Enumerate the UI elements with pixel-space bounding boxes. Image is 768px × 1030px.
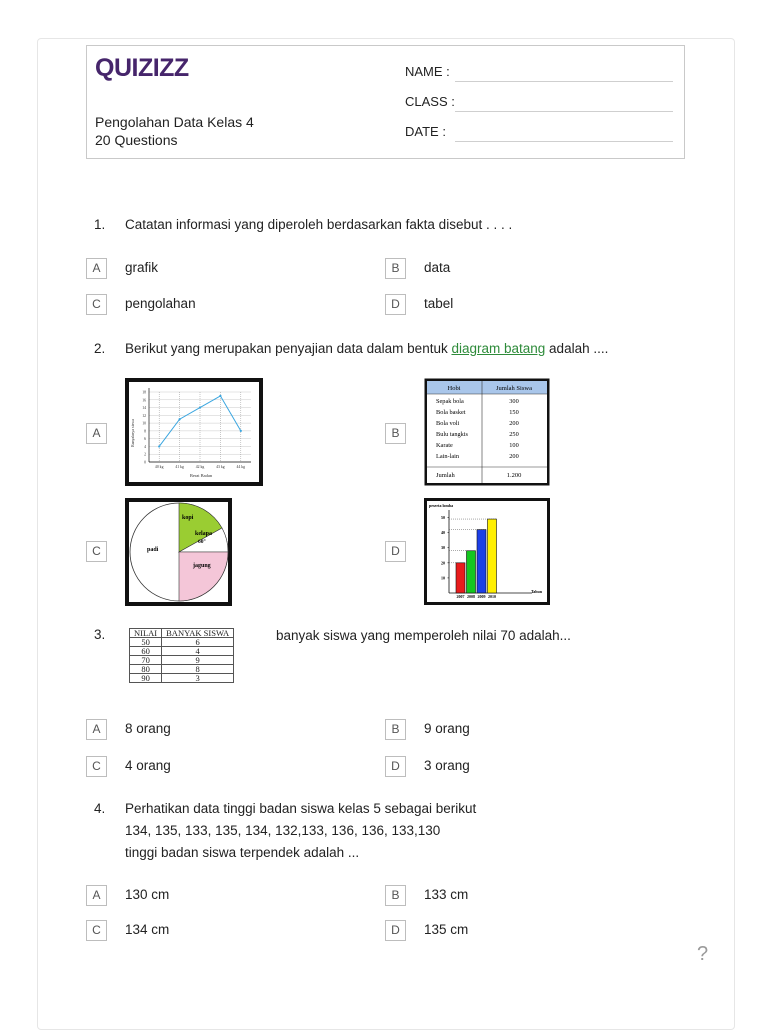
option-c-text: 134 cm <box>125 922 170 937</box>
quiz-title: Pengolahan Data Kelas 4 <box>95 114 254 130</box>
help-icon[interactable]: ? <box>697 943 709 965</box>
line-chart-x-tick: 41 kg <box>175 465 184 469</box>
pie-chart-image <box>125 498 232 606</box>
hobby-row-name: Karate <box>436 442 453 449</box>
line-chart-point <box>199 406 201 408</box>
bar-chart-xlabel: Tahun <box>531 589 542 594</box>
hobby-row-value: 200 <box>509 453 519 460</box>
bar-chart-bar <box>456 563 465 593</box>
question-number: 1. <box>94 217 106 232</box>
option-a-box[interactable]: A <box>86 258 107 279</box>
bar-chart-bar <box>488 519 497 593</box>
nilai-table-cell: 4 <box>162 647 234 656</box>
bar-chart-x-tick: 2008 <box>467 594 475 599</box>
option-a-box[interactable]: A <box>86 885 107 906</box>
question-text: Catatan informasi yang diperoleh berdasarkan fakta disebut . . . . <box>125 217 513 232</box>
hobby-row-value: 200 <box>509 420 519 427</box>
name-label: NAME : <box>405 64 450 79</box>
bar-chart-bar <box>477 530 486 593</box>
line-chart-y-tick: 0 <box>144 460 146 465</box>
option-a-text: 8 orang <box>125 721 171 736</box>
nilai-table-header: NILAI <box>130 629 162 638</box>
pie-label-kopi: kopi <box>182 515 194 521</box>
line-chart-y-tick: 6 <box>144 437 146 442</box>
bar-chart-y-tick: 40 <box>441 530 445 536</box>
line-chart-y-tick: 10 <box>142 421 146 426</box>
option-d-text: tabel <box>424 296 454 311</box>
line-chart-point <box>158 445 160 447</box>
line-chart-xlabel: Berat Badan <box>189 473 213 478</box>
option-b-box[interactable]: B <box>385 258 406 279</box>
question-text-line-3: tinggi badan siswa terpendek adalah ... <box>125 845 360 860</box>
line-chart-y-tick: 8 <box>144 429 146 434</box>
hobby-total-label: Jumlah <box>436 472 455 479</box>
class-label: CLASS : <box>405 94 455 109</box>
nilai-table-cell: 6 <box>162 638 234 647</box>
hobby-total-value: 1.200 <box>506 472 522 479</box>
question-text-line-1: Perhatikan data tinggi badan siswa kelas 5 sebagai berikut <box>125 801 477 816</box>
line-chart-x-tick: 42 kg <box>195 465 205 469</box>
line-chart-point <box>179 418 181 420</box>
line-chart-x-tick: 44 kg <box>236 465 246 469</box>
hobby-row-value: 250 <box>509 431 519 438</box>
question-count: 20 Questions <box>95 132 178 148</box>
line-chart-y-tick: 18 <box>142 390 146 395</box>
bar-chart-x-tick: 2009 <box>477 594 486 599</box>
option-d-box[interactable]: D <box>385 294 406 315</box>
nilai-table-cell: 90 <box>130 674 162 683</box>
bar-chart-title: peserta lomba <box>429 503 454 508</box>
nilai-table-header: BANYAK SISWA <box>162 629 234 638</box>
option-c-box[interactable]: C <box>86 920 107 941</box>
bar-chart-y-tick: 30 <box>441 545 445 551</box>
line-chart-y-tick: 2 <box>144 452 146 457</box>
question-number: 2. <box>94 341 106 356</box>
option-d-box[interactable]: D <box>385 756 406 777</box>
option-d-text: 135 cm <box>424 922 469 937</box>
date-label: DATE : <box>405 124 446 139</box>
hobby-row-name: Bola voli <box>436 420 460 427</box>
hobby-row-value: 150 <box>509 409 519 416</box>
hobby-header-hobi: Hobi <box>447 385 461 392</box>
line-chart-x-tick: 43 kg <box>216 465 225 469</box>
option-a-box[interactable]: A <box>86 423 107 444</box>
question-text: banyak siswa yang memperoleh nilai 70 adalah... <box>276 628 571 643</box>
option-c-text: 4 orang <box>125 758 171 773</box>
line-chart-x-tick: 40 kg <box>154 465 164 469</box>
bar-chart-x-tick: 2010 <box>488 594 496 599</box>
question-number: 3. <box>94 627 106 642</box>
line-chart-y-tick: 16 <box>142 398 146 403</box>
nilai-table-cell: 70 <box>130 656 162 665</box>
option-b-text: data <box>424 260 451 275</box>
nilai-table-cell: 9 <box>162 656 234 665</box>
bar-chart-y-tick: 10 <box>441 575 445 581</box>
nilai-table-row <box>130 674 234 683</box>
line-chart-image <box>125 378 263 486</box>
option-a-text: grafik <box>125 260 159 275</box>
pie-label-kelapa: kelapa <box>195 531 213 537</box>
option-c-box[interactable]: C <box>86 541 107 562</box>
option-d-box[interactable]: D <box>385 920 406 941</box>
pie-label-jagung: jagung <box>193 563 211 569</box>
bar-chart-y-tick: 20 <box>441 560 445 566</box>
bar-chart-image <box>424 498 550 605</box>
hobby-row-name: Lain-lain <box>436 453 460 460</box>
nilai-table <box>129 628 234 683</box>
option-a-box[interactable]: A <box>86 719 107 740</box>
question-text-line-2: 134, 135, 133, 135, 134, 132,133, 136, 136, 133,130 <box>125 823 441 838</box>
question-number: 4. <box>94 801 106 816</box>
diagram-batang-link[interactable]: diagram batang <box>451 341 546 356</box>
nilai-table-cell: 3 <box>162 674 234 683</box>
line-chart-ylabel: Banyaknya siswa <box>130 419 135 447</box>
line-chart-point <box>240 430 242 432</box>
line-chart-y-tick: 14 <box>142 406 146 411</box>
date-field[interactable] <box>455 140 673 142</box>
pie-label-padi: padi <box>147 547 159 553</box>
option-b-text: 9 orang <box>424 721 470 736</box>
question-text: Berikut yang merupakan penyajian data dalam bentuk diagram batang adalah .... <box>125 341 609 356</box>
line-chart-point <box>219 395 221 397</box>
line-chart-y-tick: 4 <box>144 444 146 449</box>
worksheet-header <box>86 45 685 159</box>
line-chart-y-tick: 12 <box>142 413 146 418</box>
option-d-text: 3 orang <box>424 758 470 773</box>
class-field[interactable] <box>455 110 673 112</box>
name-field[interactable] <box>455 80 673 82</box>
nilai-table-cell: 80 <box>130 665 162 674</box>
nilai-table-cell: 50 <box>130 638 162 647</box>
hobby-table-image <box>424 378 550 486</box>
pie-label-angle: 60° <box>198 539 206 545</box>
option-b-box[interactable]: B <box>385 885 406 906</box>
bar-chart-x-tick: 2007 <box>456 594 465 599</box>
option-d-box[interactable]: D <box>385 541 406 562</box>
bar-chart-bar <box>467 551 476 593</box>
option-b-box[interactable]: B <box>385 719 406 740</box>
option-a-text: 130 cm <box>125 887 170 902</box>
option-b-box[interactable]: B <box>385 423 406 444</box>
bar-chart-y-tick: 50 <box>441 515 445 521</box>
hobby-row-value: 100 <box>509 442 519 449</box>
option-c-box[interactable]: C <box>86 756 107 777</box>
option-c-text: pengolahan <box>125 296 196 311</box>
hobby-row-name: Sepak bola <box>436 398 464 405</box>
hobby-row-name: Bulu tangkis <box>436 431 469 438</box>
hobby-row-name: Bola basket <box>436 409 466 416</box>
hobby-row-value: 300 <box>509 398 519 405</box>
option-b-text: 133 cm <box>424 887 469 902</box>
nilai-table-cell: 60 <box>130 647 162 656</box>
hobby-header-jumlah: Jumlah Siswa <box>496 385 532 392</box>
nilai-table-cell: 8 <box>162 665 234 674</box>
option-c-box[interactable]: C <box>86 294 107 315</box>
quizizz-logo: QUIZIZZ <box>95 54 189 82</box>
